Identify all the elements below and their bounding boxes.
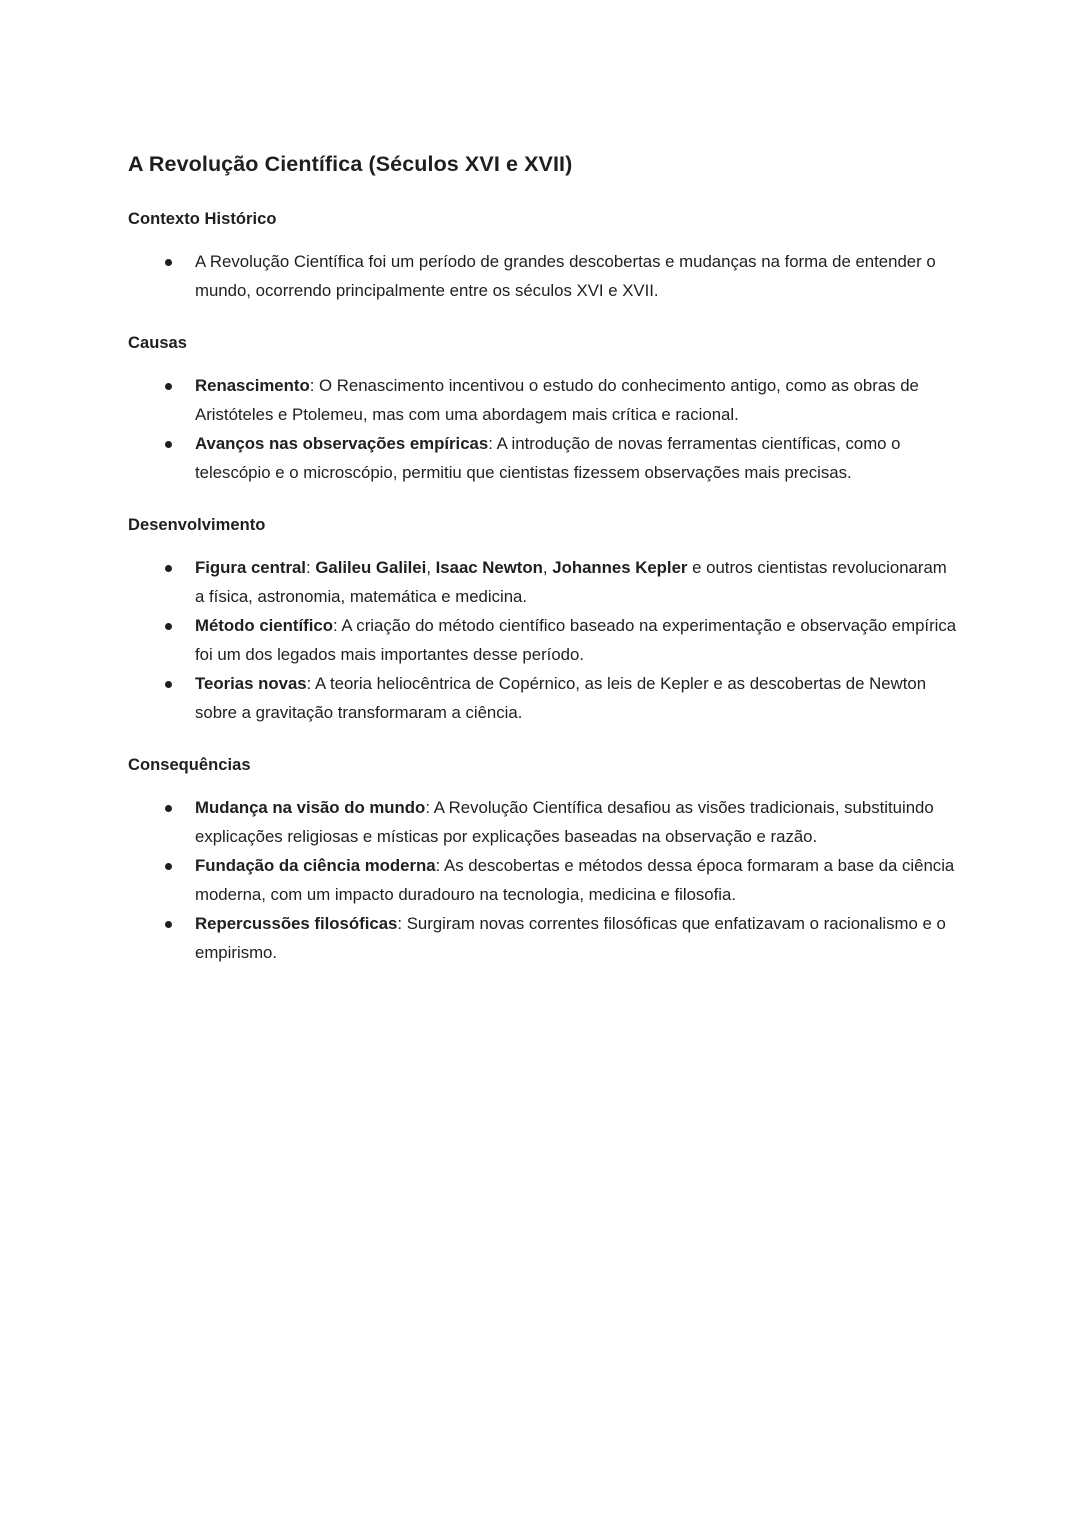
list-item-lead: Fundação da ciência moderna [195, 856, 436, 875]
list-item-text: : O Renascimento incentivou o estudo do conhecimento antigo, como as obras de Aristóteles e Ptolemeu, mas com uma abordagem mais crítica e racional. [195, 376, 919, 424]
list-item-text: : A teoria heliocêntrica de Copérnico, as leis de Kepler e as descobertas de Newton sobre a gravitação transformaram a ciência. [195, 674, 927, 722]
list-item-name-1: Galileu Galilei [315, 558, 427, 577]
section-heading: Consequências [128, 756, 251, 774]
bullet-list [128, 793, 958, 967]
section-heading: Desenvolvimento [128, 516, 266, 534]
list-item-text: : Surgiram novas correntes filosóficas que enfatizavam o racionalismo e o empirismo. [195, 914, 946, 962]
list-item [128, 611, 958, 669]
list-item-separator-2: , [542, 558, 553, 577]
list-item [128, 793, 958, 851]
list-item-text: : A Revolução Científica desafiou as visões tradicionais, substituindo explicações religiosas e místicas por explicações baseadas na observação e razão. [195, 798, 934, 846]
list-item [128, 909, 958, 967]
list-item-text: : As descobertas e métodos dessa época formaram a base da ciência moderna, com um impacto duradouro na tecnologia, medicina e filosofia. [195, 856, 955, 904]
list-item [128, 553, 958, 611]
list-item [128, 247, 958, 305]
section-heading: Causas [128, 334, 188, 352]
bullet-list [128, 247, 958, 305]
list-item-lead: Avanços nas observações empíricas [195, 434, 489, 453]
section-desenvolvimento [128, 513, 958, 727]
list-item-lead: Teorias novas [195, 674, 307, 693]
list-item-separator-1: , [426, 558, 436, 577]
list-item-lead: Mudança na visão do mundo [195, 798, 426, 817]
list-item-lead: Renascimento [195, 376, 310, 395]
list-item-name-2: Isaac Newton [435, 558, 543, 577]
list-item [128, 851, 958, 909]
section-consequencias [128, 753, 958, 967]
list-item [128, 669, 958, 727]
section-causas [128, 331, 958, 487]
document-body [128, 150, 958, 967]
list-item-text: : A criação do método científico baseado na experimentação e observação empírica foi um dos legados mais importantes desse período. [195, 616, 957, 664]
list-item [128, 429, 958, 487]
list-item-lead: Método científico [195, 616, 333, 635]
section-heading: Contexto Histórico [128, 210, 277, 228]
page-title: A Revolução Científica (Séculos XVI e XVII) [128, 152, 573, 176]
list-item-text: e outros cientistas revolucionaram a física, astronomia, matemática e medicina. [195, 558, 947, 606]
list-item [128, 371, 958, 429]
list-item-text: A Revolução Científica foi um período de grandes descobertas e mudanças na forma de entender o mundo, ocorrendo principalmente entre os séculos XVI e XVII. [195, 252, 936, 300]
bullet-list [128, 553, 958, 727]
list-item-colon: : [305, 558, 316, 577]
list-item-lead: Figura central [195, 558, 306, 577]
list-item-name-3: Johannes Kepler [552, 558, 688, 577]
bullet-list [128, 371, 958, 487]
list-item-text: : A introdução de novas ferramentas científicas, como o telescópio e o microscópio, permitiu que cientistas fizessem observações mais precisas. [195, 434, 901, 482]
list-item-lead: Repercussões filosóficas [195, 914, 398, 933]
section-contexto-historico [128, 207, 958, 305]
